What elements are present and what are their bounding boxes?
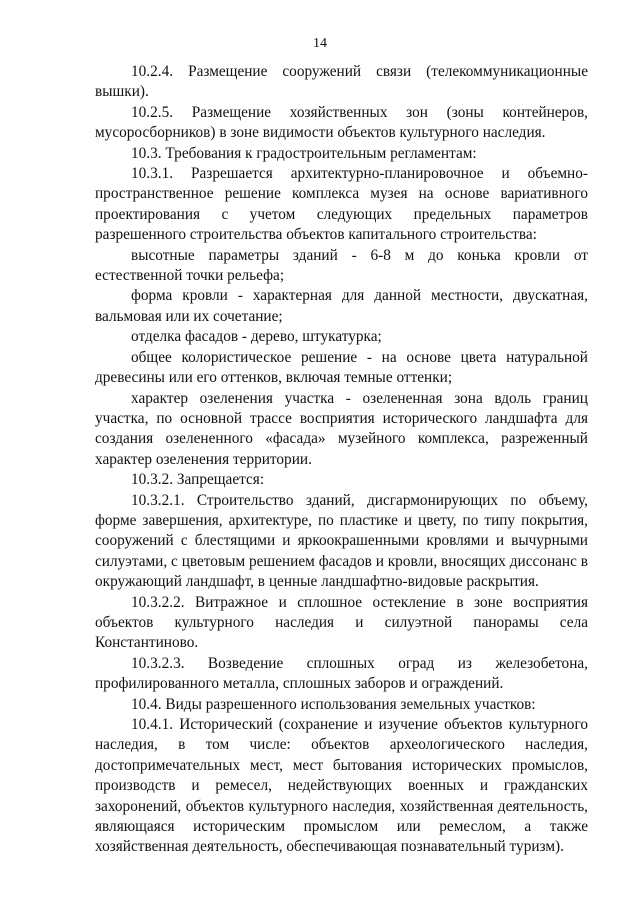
paragraph-color-solution: общее колористическое решение - на основе цвета натуральной древесины или его оттенков, включая темные оттенки;: [95, 348, 588, 387]
paragraph-10-3-1: 10.3.1. Разрешается архитектурно-планировочное и объемно-пространственное решение комплекса музея на основе вариативного проектирования с учетом следующих предельных параметров разрешенного строительства объектов капитального строительства:: [95, 165, 588, 244]
document-body: [95, 62, 588, 858]
paragraph-10-2-4: 10.2.4. Размещение сооружений связи (телекоммуникационные вышки).: [95, 63, 588, 101]
paragraph-10-2-5: 10.2.5. Размещение хозяйственных зон (зоны контейнеров, мусоросборников) в зоне видимости объектов культурного наследия.: [95, 103, 588, 142]
paragraph-landscaping: характер озеленения участка - озелененная зона вдоль границ участка, по основной трассе восприятия исторического ландшафта для создания озелененного «фасада» музейного комплекса, разреженный характер озеленения территории.: [95, 389, 588, 468]
paragraph-10-3-2-2: 10.3.2.2. Витражное и сплошное остекление в зоне восприятия объектов культурного наследия и силуэтной панорамы села Константиново.: [95, 593, 588, 652]
paragraph-10-3: 10.3. Требования к градостроительным регламентам:: [131, 144, 477, 162]
paragraph-facade-finish: отделка фасадов - дерево, штукатурка;: [131, 328, 382, 346]
paragraph-10-3-2-3: 10.3.2.3. Возведение сплошных оград из железобетона, профилированного металла, сплошных заборов и ограждений.: [95, 654, 588, 693]
paragraph-10-4-1: 10.4.1. Исторический (сохранение и изучение объектов культурного наследия, в том числе: объектов археологического наследия, достопримечательных мест, мест бытования исторических промыслов, производств и ремесел, недействующих военных и гражданских захоронений, объектов культурного наследия, хозяйственная деятельность, являющаяся историческим промыслом или ремеслом, а также хозяйственная деятельность, обеспечивающая познавательный туризм).: [95, 716, 588, 856]
paragraph-roof-form: форма кровли - характерная для данной местности, двускатная, вальмовая или их сочетание;: [95, 287, 588, 325]
paragraph-10-3-2: 10.3.2. Запрещается:: [131, 471, 265, 489]
paragraph-height-parameters: высотные параметры зданий - 6-8 м до конька кровли от естественной точки рельефа;: [95, 246, 588, 285]
page-number: 14: [313, 36, 327, 51]
paragraph-10-3-2-1: 10.3.2.1. Строительство зданий, дисгармонирующих по объему, форме завершения, архитектуре, по пластике и цвету, по типу покрытия, сооружений с блестящими и яркоокрашенными кровлями и вычурными силуэтами, с цветовым решением фасадов и кровли, вносящих диссонанс в окружающий ландшафт, в ценные ландшафтно-видовые раскрытия.: [95, 491, 588, 591]
paragraph-10-4: 10.4. Виды разрешенного использования земельных участков:: [131, 695, 536, 713]
